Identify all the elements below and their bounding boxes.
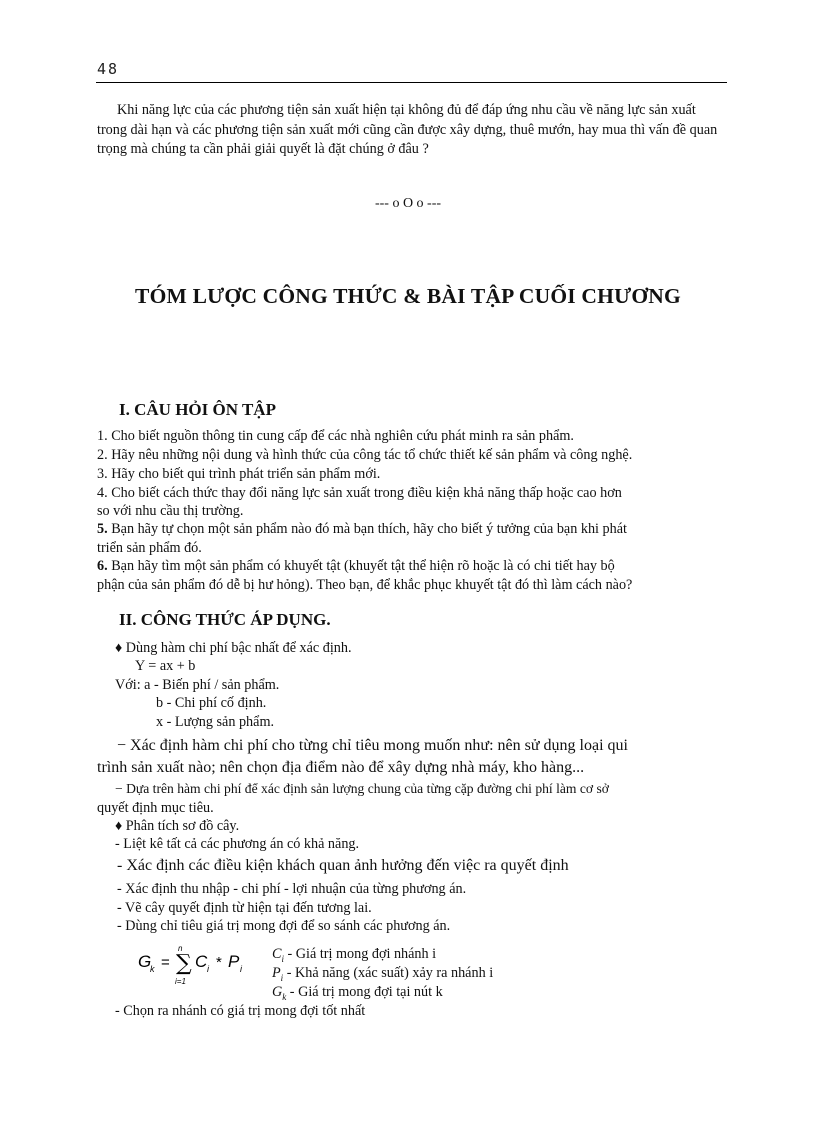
sum-upper-limit: n: [178, 944, 183, 953]
section-separator: --- o O o ---: [374, 196, 442, 211]
legend-gk-text: - Giá trị mong đợi tại nút k: [286, 984, 443, 1000]
variable-a: Với: a - Biến phí / sản phẩm.: [115, 677, 280, 693]
tree-step-5: - Dùng chỉ tiêu giá trị mong đợi để so sánh các phương án.: [117, 918, 451, 934]
page-number: 48: [97, 60, 120, 78]
legend-pi-text: - Khả năng (xác suất) xảy ra nhánh i: [283, 965, 494, 981]
legend-ci-symbol: C: [272, 946, 282, 962]
section1-heading: I. CÂU HỎI ÔN TẬP: [119, 400, 276, 419]
tree-step-6: - Chọn ra nhánh có giá trị mong đợi tốt nhất: [115, 1003, 366, 1019]
cost-function-bullet: ♦ Dùng hàm chi phí bậc nhất để xác định.: [115, 640, 352, 656]
tree-step-3: - Xác định thu nhập - chi phí - lợi nhuận của từng phương án.: [117, 881, 467, 897]
note-line3: − Dựa trên hàm chi phí để xác định sản lượng chung của từng cặp đường chi phí làm cơ sở: [115, 781, 609, 796]
note-line4: quyết định mục tiêu.: [97, 800, 214, 816]
legend-pi-symbol: P: [272, 965, 281, 981]
note-line1: − Xác định hàm chi phí cho từng chỉ tiêu mong muốn như: nên sử dụng loại qui: [117, 737, 628, 754]
formula-p-sub: i: [240, 964, 242, 974]
formula-p: P: [228, 952, 240, 971]
expected-value-formula: [136, 942, 266, 992]
question-5-line2: triển sản phẩm đó.: [97, 540, 202, 556]
header-rule: [96, 82, 727, 83]
question-1: 1. Cho biết nguồn thông tin cung cấp để các nhà nghiên cứu phát minh ra sản phẩm.: [97, 428, 574, 444]
legend-ci-text: - Giá trị mong đợi nhánh i: [283, 946, 437, 962]
legend-ci: [272, 946, 436, 964]
formula-c: C: [195, 952, 208, 971]
formula-equals: =: [161, 954, 170, 971]
tree-analysis-bullet: ♦ Phân tích sơ đồ cây.: [115, 818, 240, 834]
formula-lhs-sub: k: [150, 964, 155, 974]
formula-c-sub: i: [207, 964, 209, 974]
main-title: TÓM LƯỢC CÔNG THỨC & BÀI TẬP CUỐI CHƯƠNG: [135, 284, 681, 308]
legend-gk: [272, 984, 443, 1002]
question-6-line1: [97, 558, 615, 575]
sum-lower-limit: i=1: [175, 977, 186, 986]
formula-lhs: G: [138, 952, 152, 971]
variable-b: b - Chi phí cố định.: [156, 695, 267, 711]
legend-ci-sub: i: [281, 953, 284, 964]
sum-sign: ∑: [176, 951, 192, 976]
legend-pi: [272, 965, 493, 983]
tree-step-1: - Liệt kê tất cả các phương án có khả năng.: [115, 836, 360, 852]
question-3: 3. Hãy cho biết qui trình phát triển sản phẩm mới.: [97, 466, 381, 482]
question-4-line1: 4. Cho biết cách thức thay đổi năng lực sản xuất trong điều kiện khả năng thấp hoặc cao hơn: [97, 485, 622, 501]
tree-step-2: - Xác định các điều kiện khách quan ảnh hưởng đến việc ra quyết định: [117, 857, 569, 874]
tree-step-4: - Vẽ cây quyết định từ hiện tại đến tương lai.: [117, 900, 372, 916]
question-6-line2: phận của sản phẩm đó dễ bị hư hỏng). Theo bạn, để khắc phục khuyết tật đó thì làm cách nào?: [97, 577, 633, 593]
legend-pi-sub: i: [280, 972, 284, 983]
formula-times: *: [216, 954, 222, 971]
section2-heading: II. CÔNG THỨC ÁP DỤNG.: [119, 610, 331, 629]
cost-function-formula: Y = ax + b: [135, 658, 196, 674]
question-5-line1: [97, 521, 627, 538]
question-2: 2. Hãy nêu những nội dung và hình thức của công tác tổ chức thiết kế sản phẩm và công nghệ.: [97, 447, 633, 463]
intro-paragraph: Khi năng lực của các phương tiện sản xuất hiện tại không đủ để đáp ứng nhu cầu về năng lực sản xuất trong dài hạn và các phương tiện sản xuất mới cũng cần được xây dựng, thuê mướn, hay mua thì vấn đề quan trọng mà chúng ta cần phải giải quyết là đặt chúng ở đâu ?: [97, 102, 718, 157]
question-6-number: 6.: [97, 558, 108, 574]
variable-x: x - Lượng sản phẩm.: [156, 714, 275, 730]
legend-gk-sub: k: [282, 991, 287, 1002]
question-5-number: 5.: [97, 521, 108, 537]
question-4-line2: so với nhu cầu thị trường.: [97, 503, 244, 519]
note-line2: trình sản xuất nào; nên chọn địa điểm nào để xây dựng nhà máy, kho hàng...: [97, 759, 585, 776]
question-5-text: Bạn hãy tự chọn một sản phẩm nào đó mà bạn thích, hãy cho biết ý tưởng của bạn khi phát: [107, 521, 627, 537]
question-6-text: Bạn hãy tìm một sản phẩm có khuyết tật (khuyết tật thể hiện rõ hoặc là có chi tiết hay bộ: [107, 558, 615, 574]
legend-gk-symbol: G: [272, 984, 283, 1000]
